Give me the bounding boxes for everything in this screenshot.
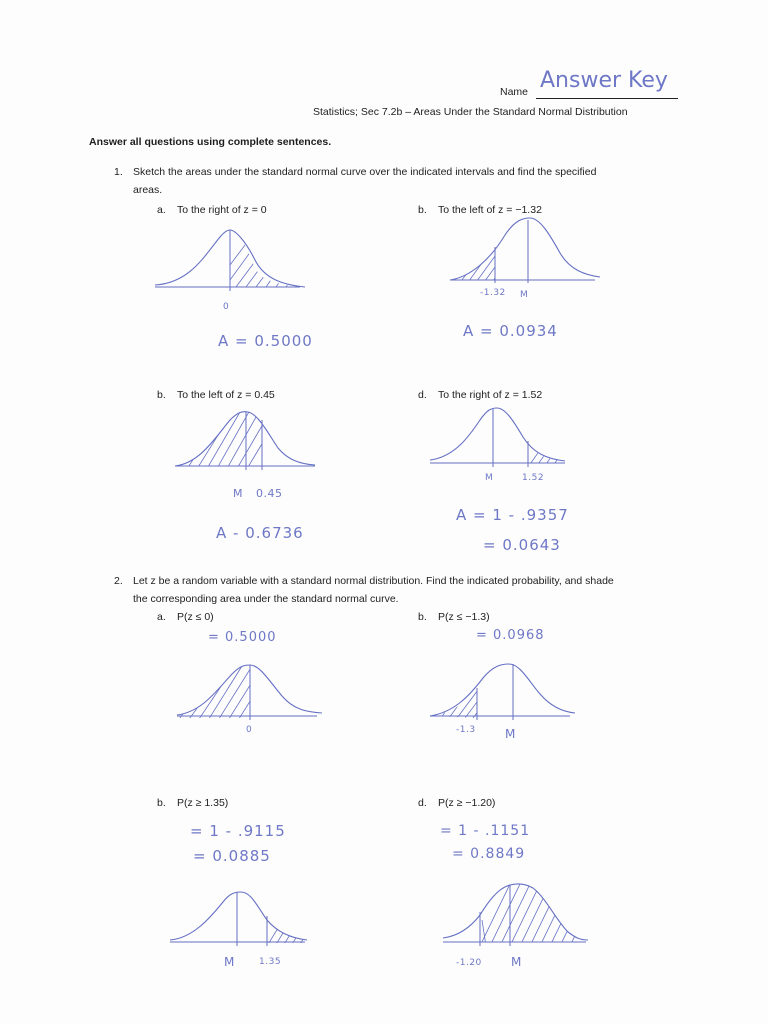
q2c-answer-line1: = 1 - .9115 — [190, 822, 286, 840]
q2-prompt-line2: the corresponding area under the standard normal curve. — [133, 593, 399, 605]
q1-prompt-line2: areas. — [133, 184, 163, 196]
q1b-label-0: -1.32 — [480, 288, 506, 298]
q2d-normal-curve-sketch — [438, 880, 598, 948]
q2a-answer: = 0.5000 — [208, 630, 277, 645]
q1d-normal-curve-sketch — [425, 405, 575, 470]
q1b-answer: A = 0.0934 — [463, 322, 558, 340]
q2a-prompt: P(z ≤ 0) — [177, 611, 214, 623]
q2c-normal-curve-sketch — [165, 888, 315, 948]
q2b-label-1: M — [505, 727, 517, 741]
name-value: Answer Key — [540, 68, 668, 93]
q1b-letter: b. — [418, 204, 427, 216]
q1d-answer-line1: A = 1 - .9357 — [456, 506, 569, 524]
q2b-letter: b. — [418, 611, 427, 623]
name-label: Name — [500, 86, 529, 98]
q2-prompt-line1: Let z be a random variable with a standard normal distribution. Find the indicated probability, and shade — [133, 575, 614, 587]
q2b-answer: = 0.0968 — [476, 628, 545, 643]
q2-number: 2. — [114, 575, 123, 587]
q1d-label-1: 1.52 — [522, 473, 545, 483]
q2c-label-1: 1.35 — [259, 957, 282, 967]
q2d-label-1: M — [511, 955, 523, 969]
q1c-prompt: To the left of z = 0.45 — [177, 389, 275, 401]
q1c-label-0: M — [233, 487, 243, 500]
q1d-prompt: To the right of z = 1.52 — [438, 389, 543, 401]
q1b-normal-curve-sketch — [445, 215, 605, 290]
q2b-normal-curve-sketch — [425, 660, 585, 722]
instructions: Answer all questions using complete sentences. — [89, 136, 332, 148]
q2a-letter: a. — [157, 611, 166, 623]
q1c-label-1: 0.45 — [256, 487, 283, 500]
q1d-letter: d. — [418, 389, 427, 401]
q1a-answer: A = 0.5000 — [218, 332, 313, 350]
q2d-answer-line1: = 1 - .1151 — [440, 823, 531, 839]
q2d-letter: d. — [418, 797, 427, 809]
q2d-prompt: P(z ≥ −1.20) — [438, 797, 496, 809]
q1a-prompt: To the right of z = 0 — [177, 204, 267, 216]
q2c-label-0: M — [224, 955, 236, 969]
q1c-letter: b. — [157, 389, 166, 401]
q2b-label-0: -1.3 — [456, 725, 476, 735]
q1-prompt-line1: Sketch the areas under the standard normal curve over the indicated intervals and find the specified — [133, 166, 597, 178]
q1c-normal-curve-sketch — [170, 408, 320, 476]
q1a-label-0: 0 — [223, 302, 230, 312]
q2d-label-0: -1.20 — [456, 958, 482, 968]
q1a-normal-curve-sketch — [150, 225, 310, 295]
q2b-prompt: P(z ≤ −1.3) — [438, 611, 490, 623]
q2a-normal-curve-sketch — [172, 660, 332, 722]
q2a-label-0: 0 — [246, 725, 253, 735]
q2c-letter: b. — [157, 797, 166, 809]
q2c-prompt: P(z ≥ 1.35) — [177, 797, 229, 809]
q1d-answer-line2: = 0.0643 — [483, 536, 561, 554]
q1d-label-0: M — [485, 473, 494, 483]
q2d-answer-line2: = 0.8849 — [452, 846, 526, 862]
q1-number: 1. — [114, 166, 123, 178]
q1a-letter: a. — [157, 204, 166, 216]
q1c-answer: A - 0.6736 — [216, 524, 304, 542]
q2c-answer-line2: = 0.0885 — [193, 847, 271, 865]
q1b-prompt: To the left of z = −1.32 — [438, 204, 542, 216]
course-title: Statistics; Sec 7.2b – Areas Under the Standard Normal Distribution — [313, 106, 628, 118]
q1b-label-1: M — [520, 290, 529, 300]
